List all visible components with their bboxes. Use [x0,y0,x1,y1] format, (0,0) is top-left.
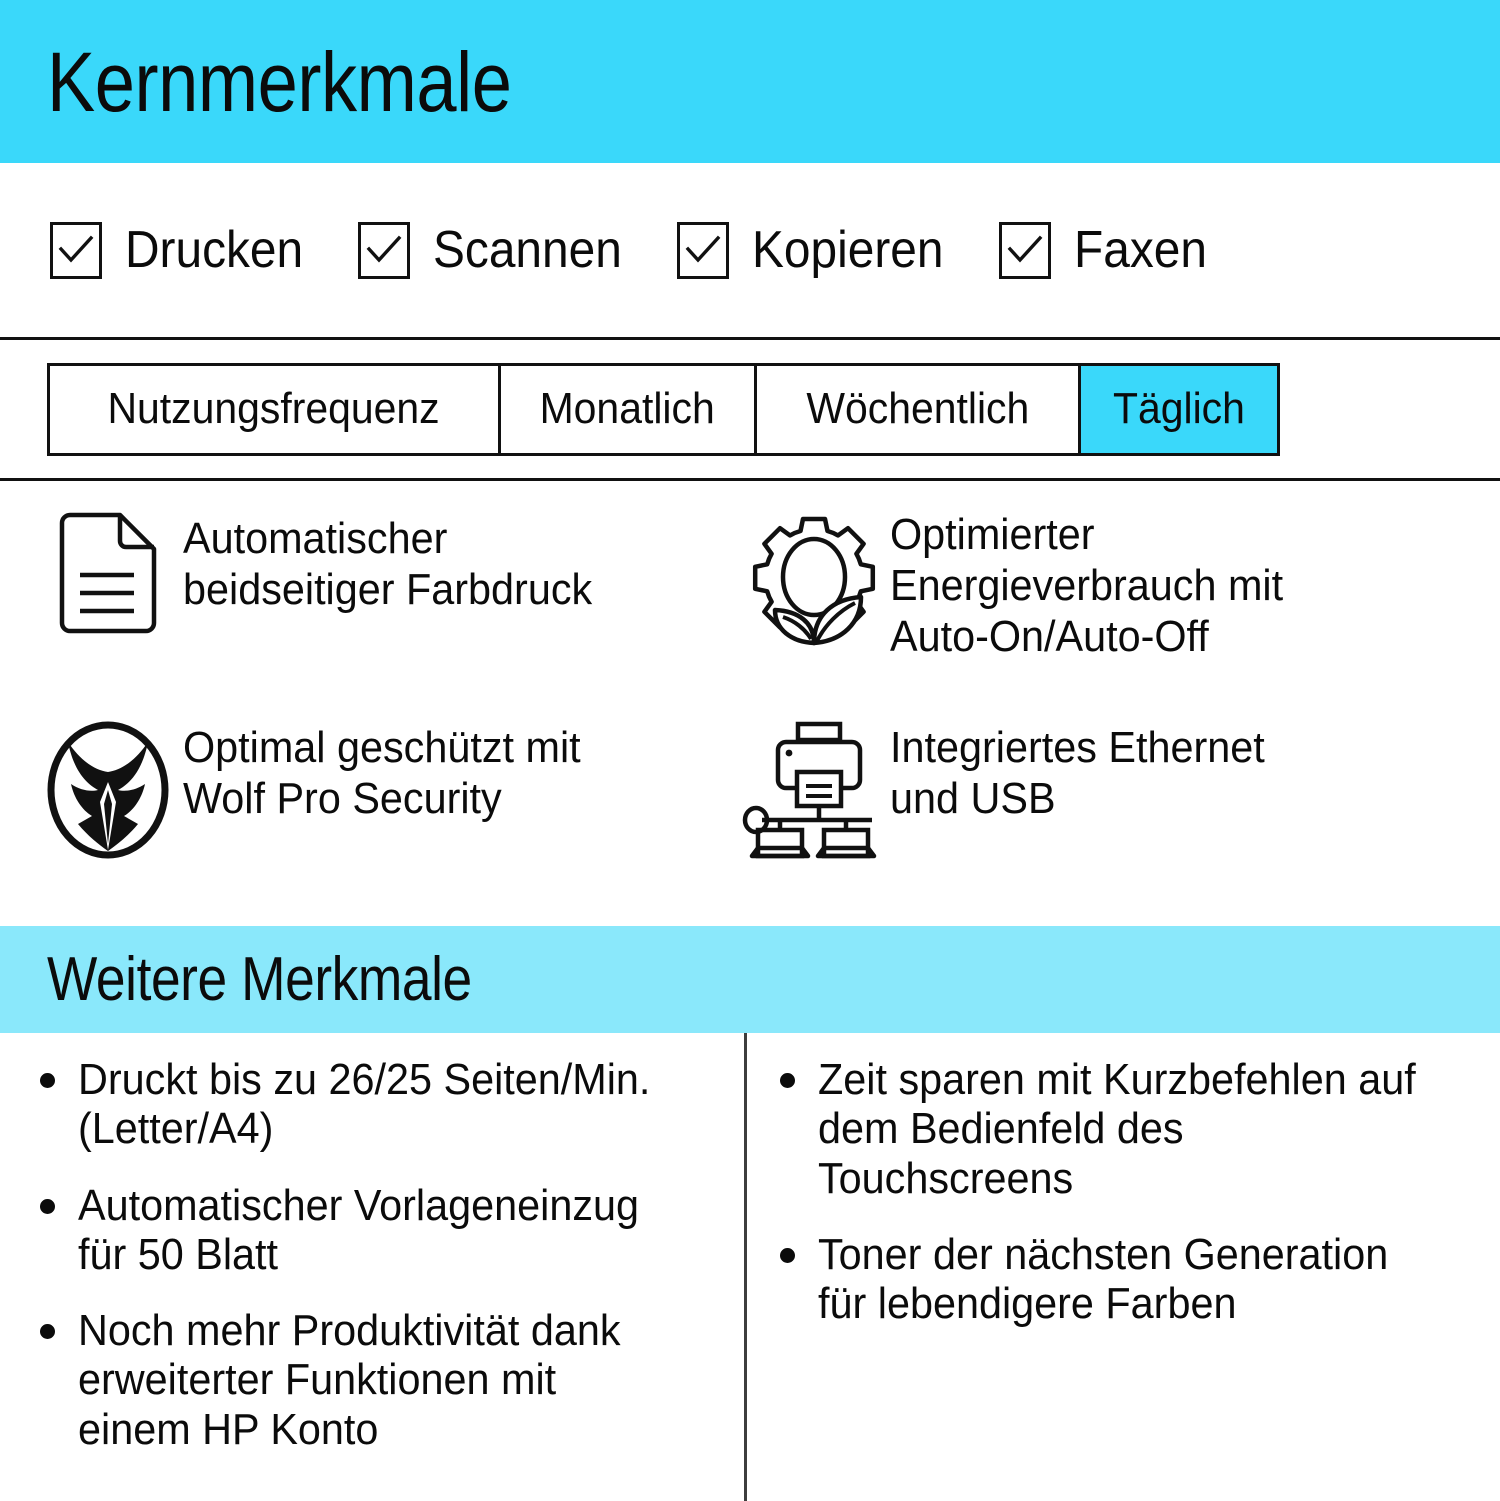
list-item-text: Druckt bis zu 26/25 Seiten/Min. (Letter/A4) [78,1055,651,1154]
list-item [40,1181,745,1280]
capability-drucken[interactable] [50,220,319,280]
feature-line-1: Automatischer [183,514,448,563]
tab-label: Monatlich [539,384,716,433]
tab-monatlich[interactable] [501,366,757,453]
checkbox-checked-icon[interactable] [50,222,102,279]
printer-network-icon [740,718,890,860]
checkbox-checked-icon[interactable] [999,222,1051,279]
list-item-text: Noch mehr Produktivität dank erweiterter Funktionen mit einem HP Konto [78,1306,621,1454]
column-divider [744,1033,747,1501]
primary-header-band [0,0,1500,163]
feature-line-1: Optimierter [890,510,1095,559]
bullet-column-right [745,1055,1500,1501]
tab-woechentlich[interactable] [757,366,1081,453]
feature-line-2: beidseitiger Farbdruck [183,565,593,615]
more-features-title: Weitere Merkmale [47,944,472,1014]
capability-label: Faxen [1074,221,1208,279]
feature-text [183,509,592,615]
capability-faxen[interactable] [999,220,1219,280]
tab-label: Nutzungsfrequenz [107,384,441,433]
capabilities-row [0,163,1500,337]
feature-wolf-pro-security [33,718,740,927]
frequency-section [0,340,1500,478]
capability-label: Kopieren [751,221,944,279]
bullet-dot-icon [40,1306,78,1454]
feature-line-2: Wolf Pro Security [183,773,502,823]
capability-label: Drucken [125,221,304,279]
tab-label: Täglich [1113,384,1245,433]
feature-line-2: Energieverbrauch mit [890,561,1284,611]
list-item-text: Toner der nächsten Generation für lebendigere Farben [818,1229,1389,1329]
bullet-dot-icon [780,1055,818,1203]
feature-line-3: Auto-On/Auto-Off [890,612,1209,662]
bullet-dot-icon [40,1055,78,1154]
feature-energy-optimized [740,509,1500,718]
feature-duplex-color-print [33,509,740,718]
list-item [780,1055,1500,1203]
feature-line-1: Integriertes Ethernet [890,722,1265,772]
more-features-lists [0,1033,1500,1501]
feature-ethernet-usb [740,718,1500,927]
feature-line-2: und USB [890,773,1056,823]
checkbox-checked-icon[interactable] [677,222,729,279]
tab-nutzungsfrequenz[interactable] [50,366,501,453]
list-item [40,1055,745,1154]
wolf-security-icon [33,718,183,860]
capability-kopieren[interactable] [677,220,960,280]
tab-taeglich[interactable] [1081,366,1277,453]
feature-text [890,509,1283,662]
feature-grid [0,481,1500,926]
list-item-text: Zeit sparen mit Kurzbefehlen auf dem Bedienfeld des Touchscreens [818,1055,1416,1203]
feature-text [890,718,1265,824]
checkbox-checked-icon[interactable] [358,222,410,279]
secondary-header-band [0,926,1500,1033]
bullet-dot-icon [780,1230,818,1329]
feature-text [183,718,581,824]
list-item [40,1306,745,1454]
bullet-dot-icon [40,1181,78,1280]
list-item-text: Automatischer Vorlageneinzug für 50 Blatt [78,1180,640,1279]
gear-leaf-energy-icon [740,509,890,651]
bullet-column-left [0,1055,745,1501]
capability-label: Scannen [432,221,622,279]
document-duplex-icon [33,509,183,637]
frequency-tabs [47,363,1280,456]
capability-scannen[interactable] [358,220,638,280]
feature-line-1: Optimal geschützt mit [183,722,581,772]
tab-label: Wöchentlich [806,384,1029,433]
list-item [780,1230,1500,1329]
page-title: Kernmerkmale [47,34,512,129]
